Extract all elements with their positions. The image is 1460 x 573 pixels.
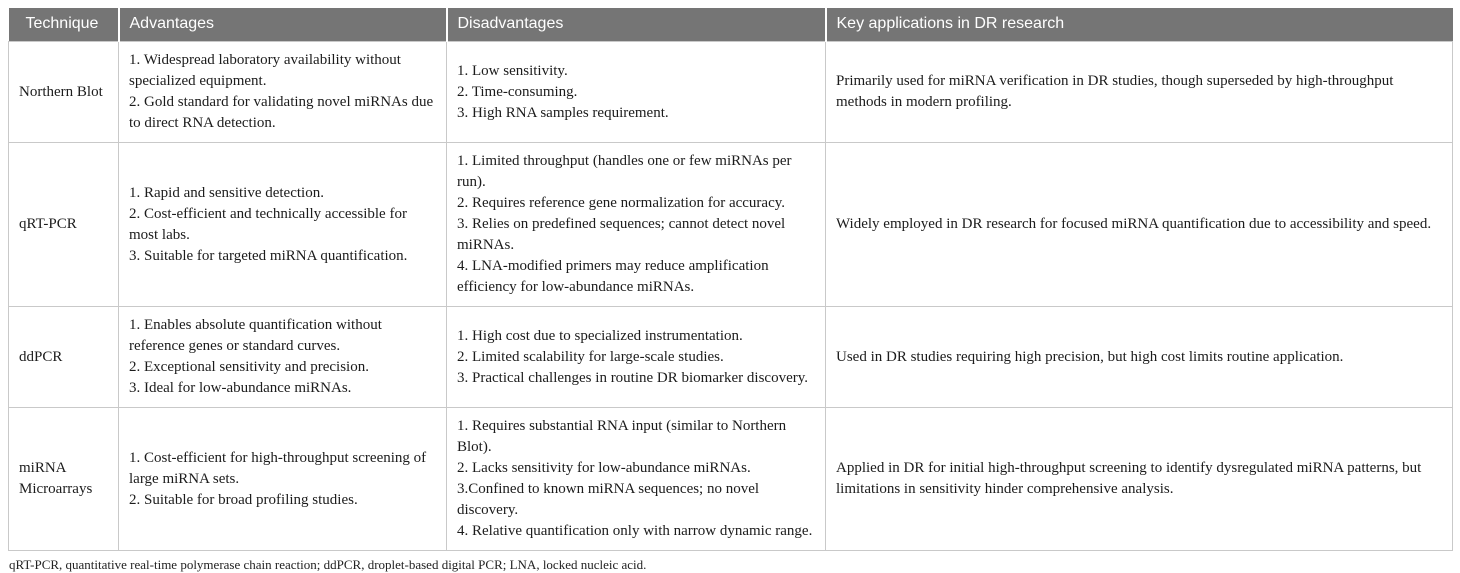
header-row [9,8,1453,42]
disadvantages-cell: 1. Requires substantial RNA input (similar to Northern Blot). 2. Lacks sensitivity for low-abundance miRNAs. 3.Confined to known miRNA sequences; no novel discovery. 4. Relative quantification only with narrow dynamic range. [447,408,826,551]
advantages-cell: 1. Widespread laboratory availability without specialized equipment. 2. Gold standard for validating novel miRNAs due to direct RNA detection. [119,42,447,143]
column-header-disadvantages: Disadvantages [447,8,826,42]
advantages-cell: 1. Rapid and sensitive detection. 2. Cost-efficient and technically accessible for most labs. 3. Suitable for targeted miRNA quantification. [119,143,447,307]
applications-cell: Used in DR studies requiring high precision, but high cost limits routine application. [826,307,1453,408]
advantages-cell: 1. Enables absolute quantification without reference genes or standard curves. 2. Exceptional sensitivity and precision. 3. Ideal for low-abundance miRNAs. [119,307,447,408]
disadvantages-cell: 1. Low sensitivity. 2. Time-consuming. 3. High RNA samples requirement. [447,42,826,143]
column-header-advantages: Advantages [119,8,447,42]
technique-cell: qRT-PCR [9,143,119,307]
disadvantages-cell: 1. Limited throughput (handles one or few miRNAs per run). 2. Requires reference gene normalization for accuracy. 3. Relies on predefined sequences; cannot detect novel miRNAs. 4. LNA-modified primers may reduce amplification efficiency for low-abundance miRNAs. [447,143,826,307]
column-header-applications: Key applications in DR research [826,8,1453,42]
advantages-cell: 1. Cost-efficient for high-throughput screening of large miRNA sets. 2. Suitable for broad profiling studies. [119,408,447,551]
applications-cell: Widely employed in DR research for focused miRNA quantification due to accessibility and speed. [826,143,1453,307]
applications-cell: Primarily used for miRNA verification in DR studies, though superseded by high-throughput methods in modern profiling. [826,42,1453,143]
technique-cell: Northern Blot [9,42,119,143]
column-header-technique: Technique [9,8,119,42]
technique-cell: miRNA Microarrays [9,408,119,551]
applications-cell: Applied in DR for initial high-throughput screening to identify dysregulated miRNA patterns, but limitations in sensitivity hinder comprehensive analysis. [826,408,1453,551]
table-row [9,408,1453,551]
table-row [9,42,1453,143]
table-footnote: qRT-PCR, quantitative real-time polymerase chain reaction; ddPCR, droplet-based digital PCR; LNA, locked nucleic acid. [9,557,647,572]
table-row [9,143,1453,307]
mirna-techniques-table [8,8,1453,551]
disadvantages-cell: 1. High cost due to specialized instrumentation. 2. Limited scalability for large-scale studies. 3. Practical challenges in routine DR biomarker discovery. [447,307,826,408]
technique-cell: ddPCR [9,307,119,408]
table-row [9,307,1453,408]
